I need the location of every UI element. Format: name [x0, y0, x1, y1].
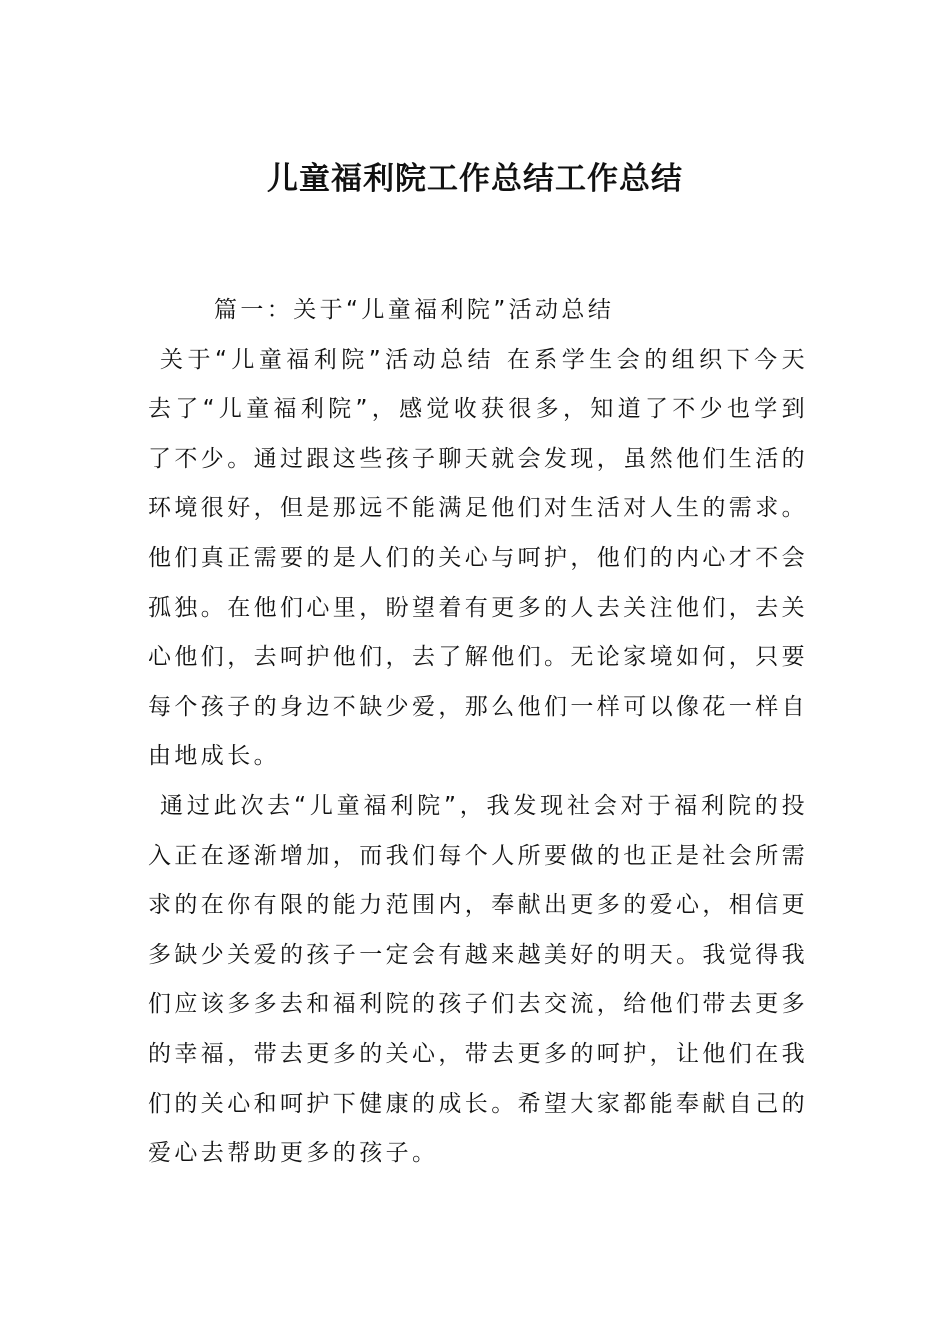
section-heading: 篇一：关于“儿童福利院”活动总结: [214, 297, 615, 323]
body-paragraph: 通过此次去“儿童福利院”，我发现社会对于福利院的投入正在逐渐增加，而我们每个人所要做的也正是社会所需求的在你有限的能力范围内，奉献出更多的爱心，相信更多缺少关爱的孩子一定会有越来越美好的明天。我觉得我们应该多多去和福利院的孩子们去交流，给他们带去更多的幸福，带去更多的关心，带去更多的呵护，让他们在我们的关心和呵护下健康的成长。希望大家都能奉献自己的爱心去帮助更多的孩子。: [148, 792, 808, 1167]
document-title: 儿童福利院工作总结工作总结: [267, 161, 683, 197]
body-paragraph: 关于“儿童福利院”活动总结 在系学生会的组织下今天去了“儿童福利院”，感觉收获很多，知道了不少也学到了不少。通过跟这些孩子聊天就会发现，虽然他们生活的环境很好，但是那远不能满足他们对生活对人生的需求。他们真正需要的是人们的关心与呵护，他们的内心才不会孤独。在他们心里，盼望着有更多的人去关注他们，去关心他们，去呵护他们，去了解他们。无论家境如何，只要每个孩子的身边不缺少爱，那么他们一样可以像花一样自由地成长。: [148, 346, 808, 770]
document-body: [148, 286, 808, 1179]
